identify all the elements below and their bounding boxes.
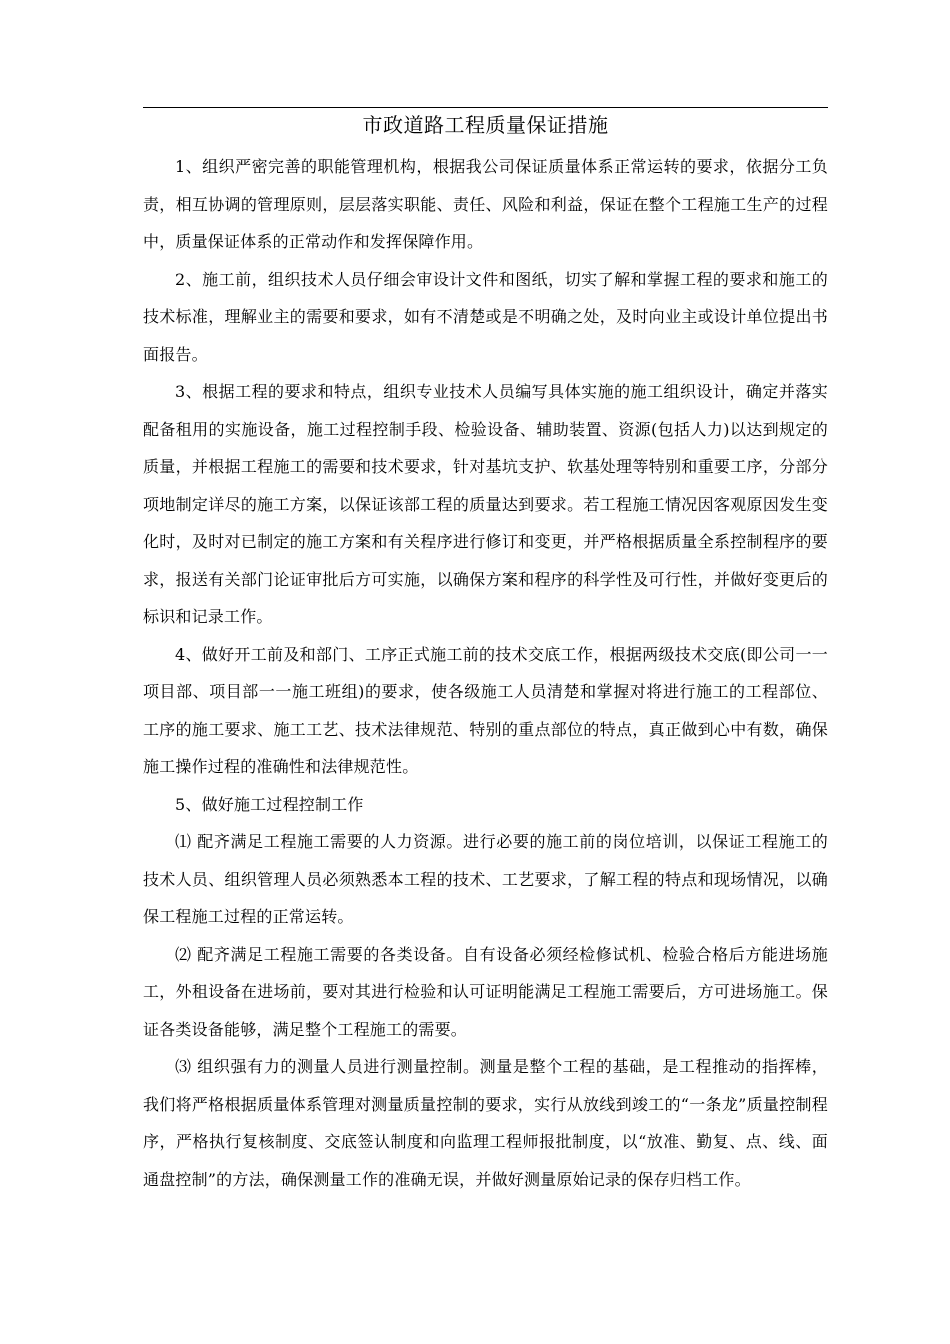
paragraph-5-2: ⑵ 配齐满足工程施工需要的各类设备。自有设备必须经检修试机、检验合格后方能进场施工，外租设备在进场前，要对其进行检验和认可证明能满足工程施工需要后，方可进场施工。保证各类设备能够，满足整个工程施工的需要。 (143, 944, 828, 1039)
document-title: 市政道路工程质量保证措施 (362, 113, 609, 137)
paragraph-2: 2、施工前，组织技术人员仔细会审设计文件和图纸，切实了解和掌握工程的要求和施工的技术标准，理解业主的需要和要求，如有不清楚或是不明确之处，及时向业主或设计单位提出书面报告。 (143, 269, 828, 364)
paragraph-4: 4、做好开工前及和部门、工序正式施工前的技术交底工作，根据两级技术交底(即公司一一项目部、项目部一一施工班组)的要求，使各级施工人员清楚和掌握对将进行施工的工程部位、工序的施工要求、施工工艺、技术法律规范、特别的重点部位的特点，真正做到心中有数，确保施工操作过程的准确性和法律规范性。 (143, 644, 828, 776)
paragraph-3: 3、根据工程的要求和特点，组织专业技术人员编写具体实施的施工组织设计，确定并落实配备租用的实施设备，施工过程控制手段、检验设备、辅助装置、资源(包括人力)以达到规定的质量，并根据工程施工的需要和技术要求，针对基坑支护、软基处理等特别和重要工序，分部分项地制定详尽的施工方案，以保证该部工程的质量达到要求。若工程施工情况因客观原因发生变化时，及时对已制定的施工方案和有关程序进行修订和变更，并严格根据质量全系控制程序的要求，报送有关部门论证审批后方可实施，以确保方案和程序的科学性及可行性，并做好变更后的标识和记录工作。 (143, 382, 828, 626)
header-rule (143, 107, 828, 108)
document-body (143, 148, 828, 1198)
paragraph-5-1: ⑴ 配齐满足工程施工需要的人力资源。进行必要的施工前的岗位培训，以保证工程施工的技术人员、组织管理人员必须熟悉本工程的技术、工艺要求，了解工程的特点和现场情况，以确保工程施工过程的正常运转。 (143, 832, 828, 926)
paragraph-5-3: ⑶ 组织强有力的测量人员进行测量控制。测量是整个工程的基础，是工程推动的指挥棒，我们将严格根据质量体系管理对测量质量控制的要求，实行从放线到竣工的“一条龙”质量控制程序，严格执行复核制度、交底签认制度和向监理工程师报批制度，以“放准、勤复、点、线、面通盘控制”的方法，确保测量工作的准确无误，并做好测量原始记录的保存归档工作。 (143, 1057, 828, 1189)
paragraph-5-heading: 5、做好施工过程控制工作 (175, 794, 364, 814)
paragraph-1: 1、组织严密完善的职能管理机构，根据我公司保证质量体系正常运转的要求，依据分工负责，相互协调的管理原则，层层落实职能、责任、风险和利益，保证在整个工程施工生产的过程中，质量保证体系的正常动作和发挥保障作用。 (143, 157, 828, 251)
